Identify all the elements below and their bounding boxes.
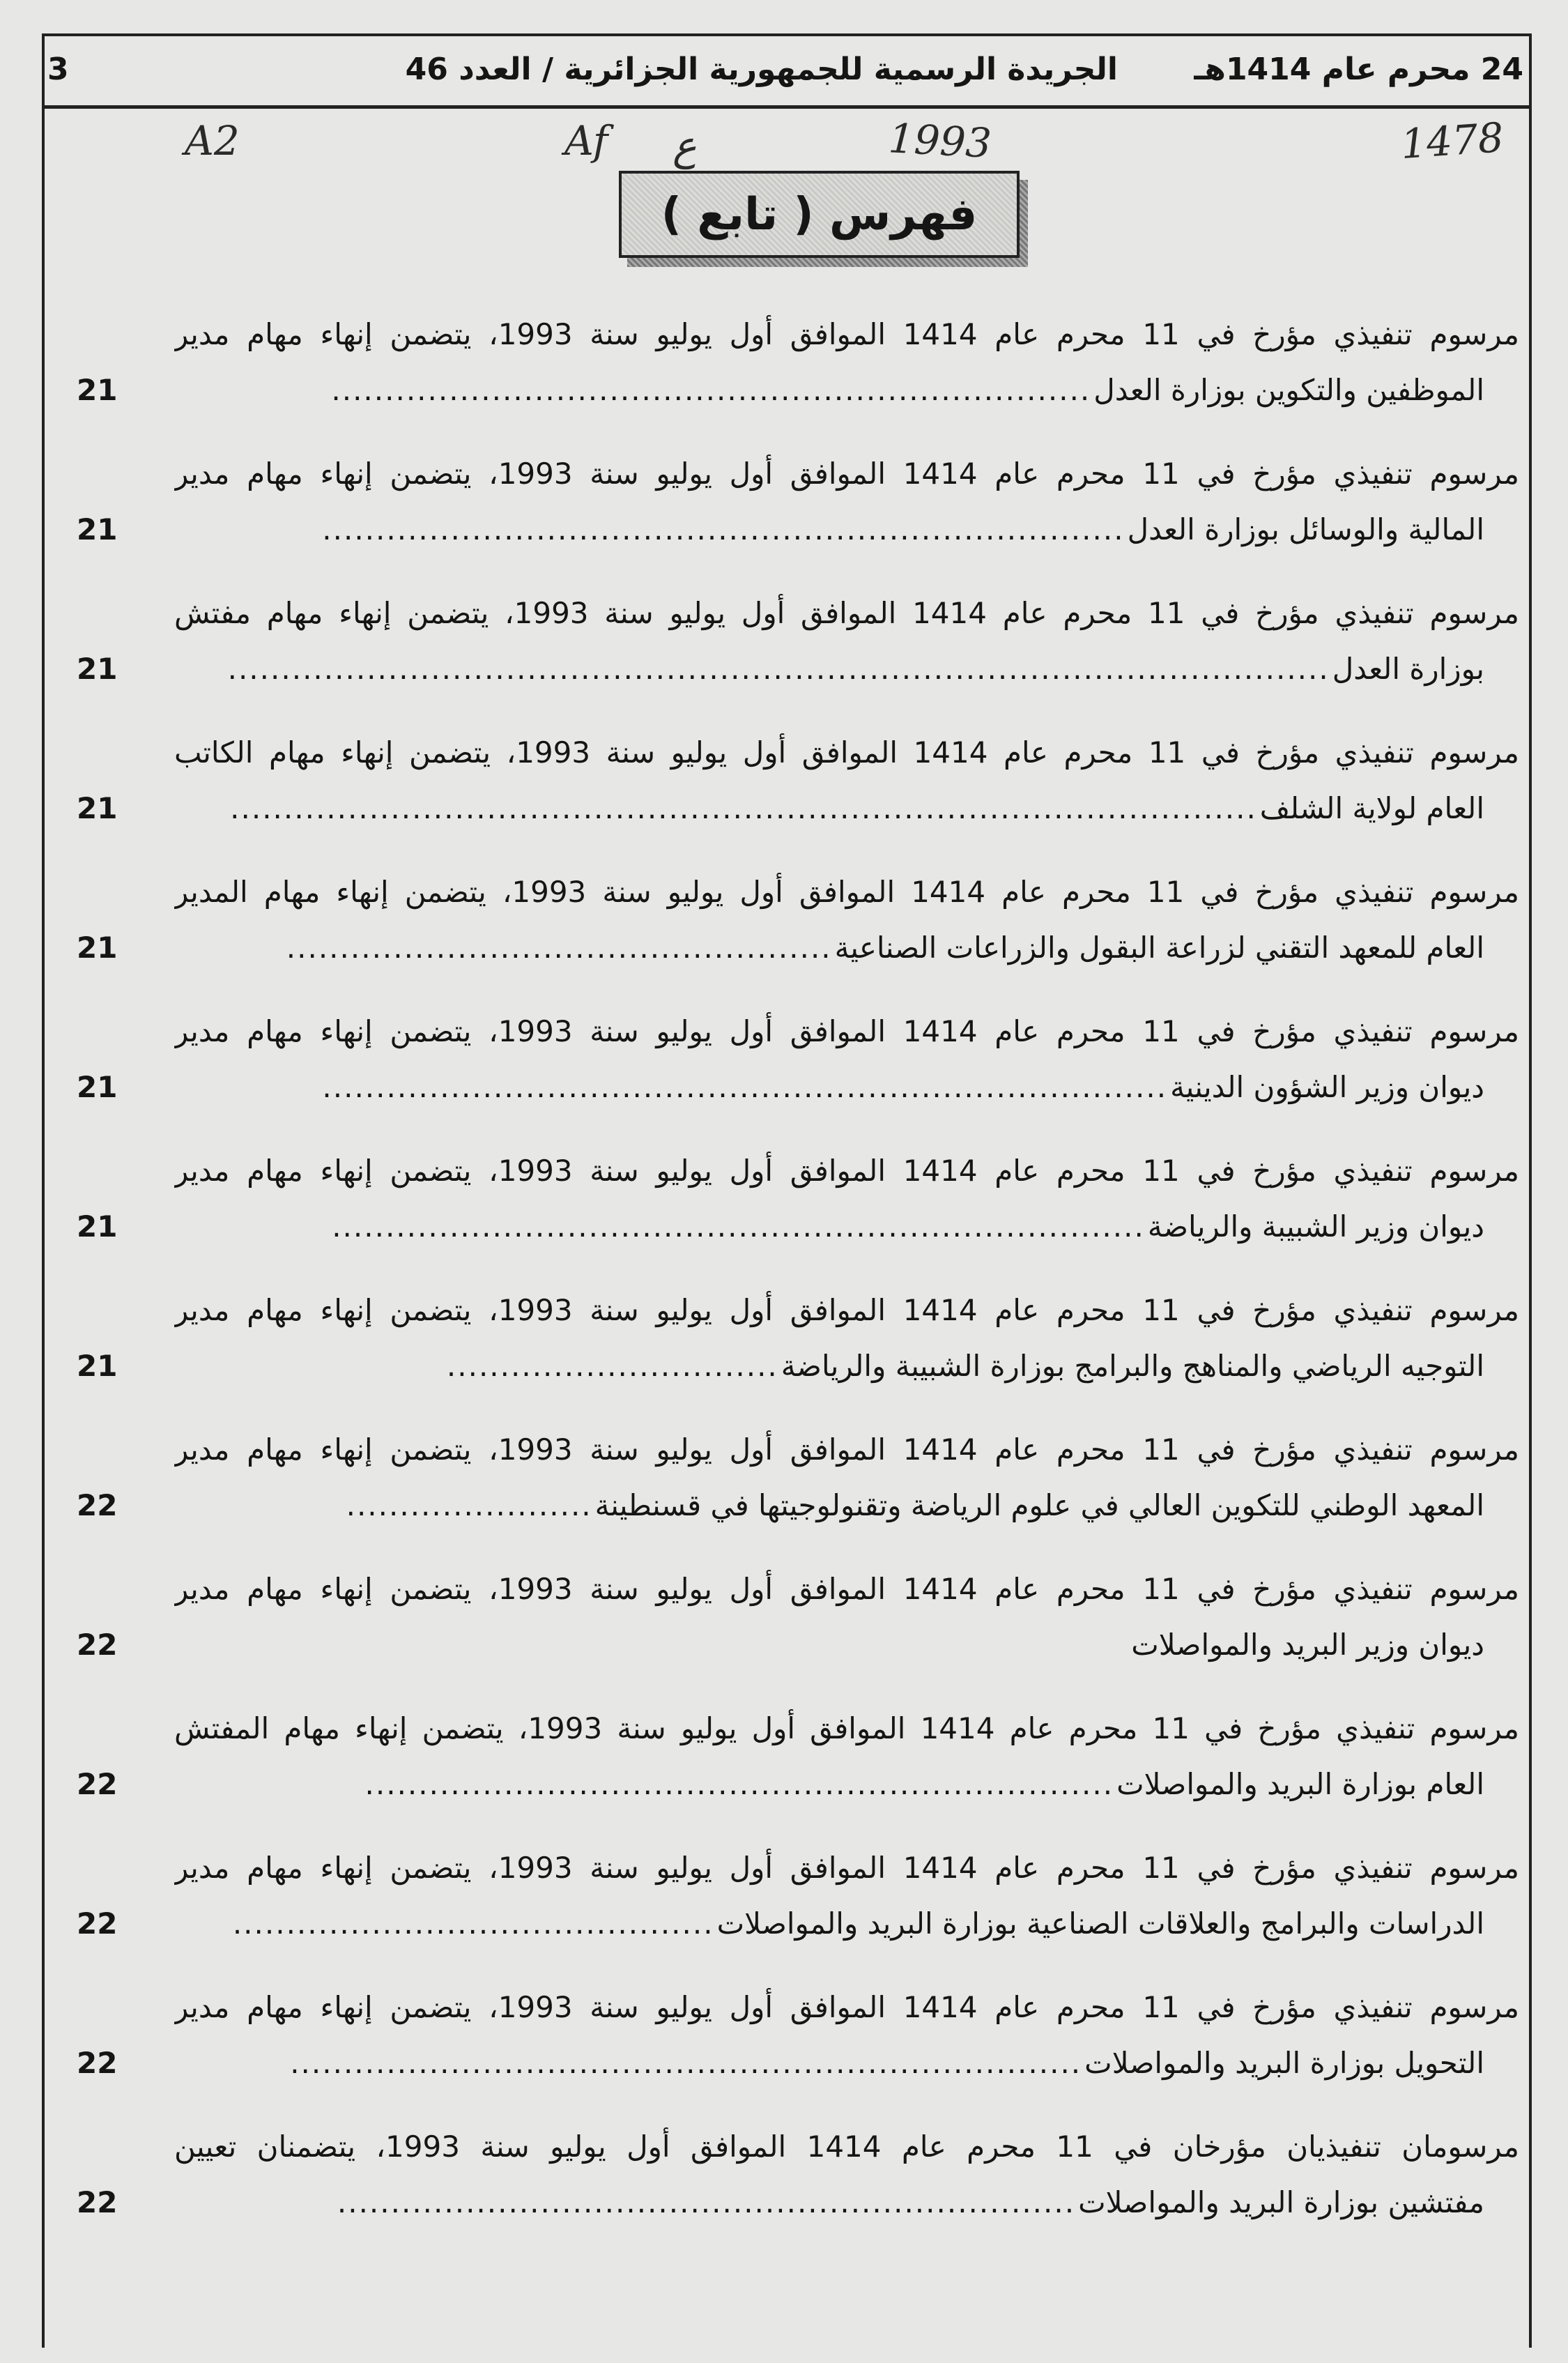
entry-page-number: 21 [77, 1349, 118, 1383]
entry-page-number: 22 [77, 1628, 118, 1662]
entry-text-line-1: مرسوم تنفيذي مؤرخ في 11 محرم عام 1414 الموافق أول يوليو سنة 1993، يتضمن إنهاء مهام مدير [174, 1432, 1519, 1467]
entry-page-number: 22 [77, 1488, 118, 1522]
entry-text-line-2 [447, 1345, 1484, 1387]
entry-subject: ديوان وزير الشبيبة والرياضة [1147, 1209, 1484, 1244]
entry-page-number: 22 [77, 2185, 118, 2219]
entry-text-line-2 [337, 2182, 1484, 2224]
handwritten-note: 1478 [1399, 113, 1505, 169]
entry-page-number: 21 [77, 512, 118, 546]
entry-page-number: 21 [77, 1209, 118, 1244]
entry-text-line-1: مرسومان تنفيذيان مؤرخان في 11 محرم عام 1414 الموافق أول يوليو سنة 1993، يتضمنان تعيين [174, 2129, 1519, 2164]
dot-leader: ....................................................................................................... [227, 652, 1330, 686]
toc-entry [77, 711, 1519, 850]
entry-page-number: 21 [77, 791, 118, 825]
entry-text-line-1: مرسوم تنفيذي مؤرخ في 11 محرم عام 1414 الموافق أول يوليو سنة 1993، يتضمن إنهاء مهام مدير [174, 1572, 1519, 1606]
dot-leader: ........................................................................... [322, 512, 1125, 546]
entry-text-line-1: مرسوم تنفيذي مؤرخ في 11 محرم عام 1414 الموافق أول يوليو سنة 1993، يتضمن إنهاء مهام الكاتب [174, 735, 1519, 770]
entry-text-line-1: مرسوم تنفيذي مؤرخ في 11 محرم عام 1414 الموافق أول يوليو سنة 1993، يتضمن إنهاء مهام مفتش [174, 596, 1519, 630]
handwritten-note: ع [672, 122, 697, 169]
entry-text-line-2 [1128, 1624, 1484, 1666]
entry-page-number: 22 [77, 1906, 118, 1941]
entry-subject: بوزارة العدل [1332, 652, 1484, 686]
entry-text-line-1: مرسوم تنفيذي مؤرخ في 11 محرم عام 1414 الموافق أول يوليو سنة 1993، يتضمن إنهاء مهام المدير [174, 875, 1519, 909]
entry-subject: المالية والوسائل بوزارة العدل [1127, 512, 1484, 546]
toc-entry [77, 1966, 1519, 2105]
toc-entry [77, 1826, 1519, 1966]
entry-subject: الدراسات والبرامج والعلاقات الصناعية بوزارة البريد والمواصلات [716, 1906, 1484, 1941]
dot-leader: ............................................................................ [332, 1209, 1145, 1244]
dot-leader: ................................................................................................ [230, 791, 1257, 825]
toc-entry [77, 1687, 1519, 1826]
entry-text-line-1: مرسوم تنفيذي مؤرخ في 11 محرم عام 1414 الموافق أول يوليو سنة 1993، يتضمن إنهاء مهام مدير [174, 317, 1519, 351]
entry-subject: ديوان وزير البريد والمواصلات [1131, 1628, 1484, 1662]
entry-text-line-2 [332, 1206, 1484, 1248]
entry-page-number: 21 [77, 652, 118, 686]
page-number: 3 [47, 52, 69, 87]
dot-leader: ..................................................................... [337, 2185, 1076, 2219]
dot-leader: ....................................................................... [331, 373, 1091, 407]
dot-leader: ............................... [446, 1349, 778, 1383]
entry-text-line-2 [322, 509, 1484, 551]
toc-entry [77, 990, 1519, 1129]
entry-text-line-2 [290, 2042, 1484, 2084]
entry-subject: العام للمعهد التقني لزراعة البقول والزراعات الصناعية [834, 931, 1484, 965]
entry-text-line-1: مرسوم تنفيذي مؤرخ في 11 محرم عام 1414 الموافق أول يوليو سنة 1993، يتضمن إنهاء مهام مدير [174, 1154, 1519, 1188]
issue-date: 24 محرم عام 1414هـ [1194, 52, 1523, 87]
dot-leader: ....................... [346, 1488, 592, 1522]
dot-leader: .......................................................................... [290, 2046, 1082, 2080]
entry-subject: التحويل بوزارة البريد والمواصلات [1084, 2046, 1484, 2080]
entry-subject: ديوان وزير الشؤون الدينية [1170, 1070, 1484, 1104]
entry-subject: الموظفين والتكوين بوزارة العدل [1093, 373, 1484, 407]
entry-subject: مفتشين بوزارة البريد والمواصلات [1078, 2185, 1484, 2219]
entry-text-line-1: مرسوم تنفيذي مؤرخ في 11 محرم عام 1414 الموافق أول يوليو سنة 1993، يتضمن إنهاء مهام مدير [174, 1851, 1519, 1885]
table-of-contents [77, 293, 1519, 2245]
entry-text-line-1: مرسوم تنفيذي مؤرخ في 11 محرم عام 1414 الموافق أول يوليو سنة 1993، يتضمن إنهاء مهام مدير [174, 1990, 1519, 2024]
entry-text-line-2 [322, 1066, 1484, 1108]
toc-entry [77, 1269, 1519, 1408]
entry-text-line-2 [365, 1764, 1484, 1805]
section-title-box [619, 171, 1020, 258]
entry-text-line-2 [286, 927, 1484, 969]
entry-page-number: 22 [77, 1767, 118, 1801]
entry-subject: التوجيه الرياضي والمناهج والبرامج بوزارة الشبيبة والرياضة [781, 1349, 1484, 1383]
handwritten-note: 1993 [887, 114, 993, 167]
toc-entry [77, 293, 1519, 432]
toc-entry [77, 1547, 1519, 1687]
entry-text-line-2 [331, 369, 1484, 411]
journal-title: الجريدة الرسمية للجمهورية الجزائرية / العدد 46 [405, 52, 1118, 87]
toc-entry [77, 1129, 1519, 1269]
entry-text-line-2 [228, 648, 1484, 690]
entry-subject: العام لولاية الشلف [1259, 791, 1484, 825]
toc-entry [77, 432, 1519, 572]
entry-subject: المعهد الوطني للتكوين العالي في علوم الرياضة وتقنولوجيتها في قسنطينة [594, 1488, 1484, 1522]
entry-subject: العام بوزارة البريد والمواصلات [1116, 1767, 1484, 1801]
toc-entry [77, 2105, 1519, 2245]
journal-header [42, 33, 1529, 109]
entry-text-line-1: مرسوم تنفيذي مؤرخ في 11 محرم عام 1414 الموافق أول يوليو سنة 1993، يتضمن إنهاء مهام مدير [174, 1014, 1519, 1048]
entry-page-number: 22 [77, 2046, 118, 2080]
entry-text-line-2 [230, 788, 1484, 829]
entry-page-number: 21 [77, 1070, 118, 1104]
section-title: فهرس ( تابع ) [661, 188, 978, 240]
entry-text-line-2 [346, 1485, 1484, 1527]
handwritten-note: A2 [185, 117, 240, 165]
entry-page-number: 21 [77, 373, 118, 407]
handwritten-note: Af [564, 117, 608, 165]
dot-leader: ............................................................................... [322, 1070, 1168, 1104]
toc-entry [77, 1408, 1519, 1547]
dot-leader: ...................................................................... [364, 1767, 1114, 1801]
toc-entry [77, 850, 1519, 990]
entry-text-line-1: مرسوم تنفيذي مؤرخ في 11 محرم عام 1414 الموافق أول يوليو سنة 1993، يتضمن إنهاء مهام مدير [174, 1293, 1519, 1327]
dot-leader: ................................................... [286, 931, 832, 965]
entry-text-line-1: مرسوم تنفيذي مؤرخ في 11 محرم عام 1414 الموافق أول يوليو سنة 1993، يتضمن إنهاء مهام مدير [174, 457, 1519, 491]
toc-entry [77, 572, 1519, 711]
entry-text-line-2 [233, 1903, 1484, 1945]
dot-leader: ............................................. [232, 1906, 714, 1941]
entry-page-number: 21 [77, 931, 118, 965]
entry-text-line-1: مرسوم تنفيذي مؤرخ في 11 محرم عام 1414 الموافق أول يوليو سنة 1993، يتضمن إنهاء مهام المفتش [174, 1711, 1519, 1745]
